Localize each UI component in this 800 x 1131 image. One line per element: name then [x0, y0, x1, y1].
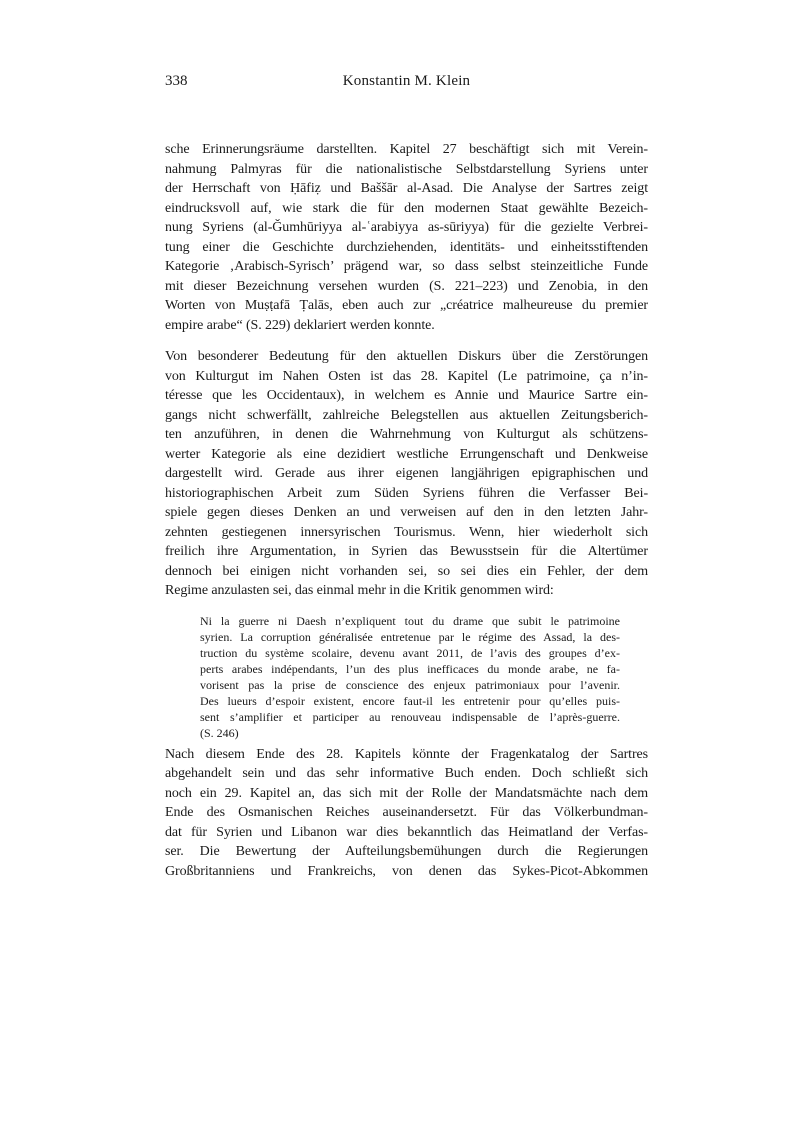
text-line: sche Erinnerungsräume darstellten. Kapitel 27 beschäftigt sich mit Verein- [165, 142, 648, 157]
text-line: Des lueurs d’espoir existent, encore faut-il les entretenir pour qu’elles puis- [200, 693, 620, 708]
text-line: abgehandelt sein und das sehr informative Buch enden. Doch schließt sich [165, 766, 648, 781]
text-line: Worten von Muṣṭafā Ṭalās, eben auch zur „créatrice malheureuse du premier [165, 298, 648, 313]
text-line: truction du système scolaire, devenu avant 2011, de l’avis des groupes d’ex- [200, 645, 620, 660]
text-line: werter Kategorie als eine dezidiert westliche Errungenschaft und Denkweise [165, 446, 648, 462]
text-line: syrien. La corruption généralisée entretenue par le régime des Assad, la des- [200, 629, 620, 644]
running-header [165, 71, 648, 91]
text-line: Ni la guerre ni Daesh n’expliquent tout du drame que subit le patrimoine [200, 613, 620, 628]
text-line: dargestellt wird. Gerade aus ihrer eigenen langjährigen epigraphischen und [165, 466, 648, 481]
page-body [165, 140, 648, 893]
text-line: historiographischen Arbeit zum Süden Syriens führen die Verfasser Bei- [165, 485, 648, 501]
text-line: von Kulturgut im Nahen Osten ist das 28. Kapitel (Le patrimoine, ça n’in- [165, 368, 648, 384]
text-line: Von besonderer Bedeutung für den aktuellen Diskurs über die Zerstörungen [165, 349, 648, 364]
text-line: spiele gegen dieses Denken an und verweisen auf den in den letzten Jahr- [165, 505, 648, 520]
paragraph [165, 140, 648, 335]
text-line: ten anzuführen, in denen die Wahrnehmung von Kulturgut als schützens- [165, 427, 648, 442]
text-line: empire arabe“ (S. 229) deklariert werden konnte. [165, 317, 435, 333]
paragraph [165, 745, 648, 882]
running-head-author: Konstantin M. Klein [342, 73, 471, 89]
text-line: Regime anzulasten sei, das einmal mehr in die Kritik genommen wird: [165, 583, 554, 598]
text-line: dat für Syrien und Libanon war dies bekanntlich das Heimatland der Verfas- [165, 824, 648, 840]
text-line: eindrucksvoll auf, wie stark die für den modernen Staat gewählte Bezeich- [165, 200, 648, 216]
text-line: Ende des Osmanischen Reiches auseinandersetzt. Für das Völkerbundman- [165, 805, 648, 820]
text-line: Großbritanniens und Frankreichs, von denen das Sykes-Picot-Abkommen [165, 863, 648, 879]
text-line: téresse que les Occidentaux), in welchem es Annie und Maurice Sartre ein- [165, 388, 648, 403]
text-line: Nach diesem Ende des 28. Kapitels könnte der Fragenkatalog der Sartres [165, 746, 648, 762]
text-line: ser. Die Bewertung der Aufteilungsbemühungen durch die Regierungen [165, 844, 648, 859]
text-line: vorisent pas la prise de conscience des enjeux patrimoniaux pour l’avenir. [200, 677, 620, 692]
text-line: dennoch bei einigen nicht vorhanden sei, so sei dies ein Fehler, der dem [165, 563, 648, 579]
text-line: gangs nicht schwerfällt, zahlreiche Belegstellen aus aktuellen Zeitungsberich- [165, 407, 648, 423]
page-number: 338 [165, 73, 188, 89]
text-line: zehnten gestiegenen innersyrischen Tourismus. Wenn, hier wiederholt sich [165, 524, 648, 540]
text-line: nung Syriens (al-Ǧumhūriyya al-ʿarabiyya as-sūriyya) für die gezielte Verbrei- [165, 220, 648, 235]
text-line: (S. 246) [200, 725, 239, 740]
text-line: noch ein 29. Kapitel an, das sich mit der Rolle der Mandatsmächte nach dem [165, 785, 648, 801]
text-line: Kategorie ‚Arabisch-Syrisch’ prägend war, so dass selbst steinzeitliche Funde [165, 259, 648, 274]
block-quote [200, 613, 620, 741]
text-line: tung einer die Geschichte durchziehenden, identitäts- und einheitsstiftenden [165, 239, 648, 255]
text-line: perts arabes indépendants, l’un des plus inefficaces du monde arabe, ne fa- [200, 661, 620, 676]
text-line: freilich ihre Argumentation, in Syrien das Bewusstsein für die Altertümer [165, 544, 648, 559]
text-line: nahmung Palmyras für die nationalistische Selbstdarstellung Syriens unter [165, 161, 648, 177]
text-line: der Herrschaft von Ḥāfiẓ und Baššār al-Asad. Die Analyse der Sartres zeigt [165, 181, 648, 196]
text-line: sent s’amplifier et participer au renouveau indispensable de l’après-guerre. [200, 709, 620, 724]
text-line: mit dieser Bezeichnung versehen wurden (S. 221–223) und Zenobia, in den [165, 278, 648, 294]
paragraph [165, 347, 648, 601]
